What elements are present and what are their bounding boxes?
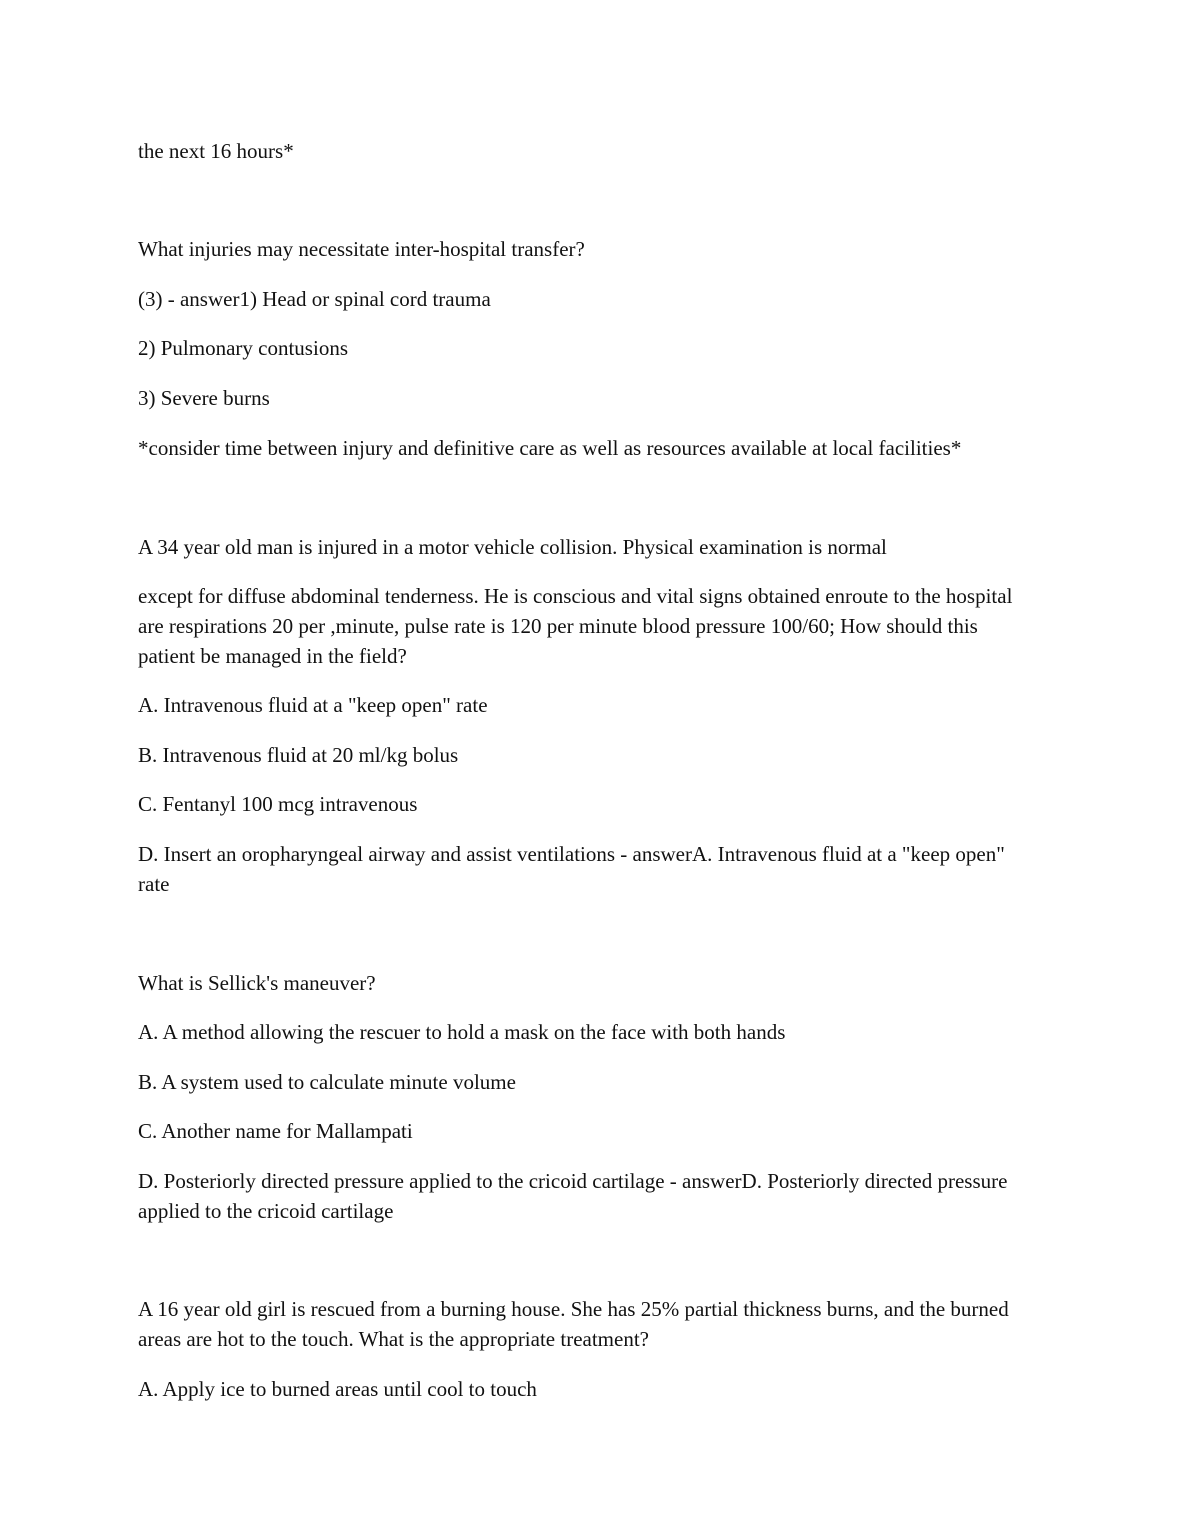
question-heading: A 34 year old man is injured in a motor vehicle collision. Physical examination is normal (138, 535, 887, 559)
question-heading: What is Sellick's maneuver? (138, 971, 376, 995)
option-item: B. A system used to calculate minute volume (138, 1070, 516, 1094)
option-item: A. Intravenous fluid at a "keep open" rate (138, 693, 488, 717)
question-heading: A 16 year old girl is rescued from a burning house. She has 25% partial thickness burns, and the burned areas are hot to the touch. What is the appropriate treatment? (138, 1297, 1009, 1351)
answer-item: (3) - answer1) Head or spinal cord trauma (138, 287, 491, 311)
paragraph-continuation: the next 16 hours* (138, 139, 294, 163)
option-item: C. Fentanyl 100 mcg intravenous (138, 792, 418, 816)
question-body: except for diffuse abdominal tenderness. He is conscious and vital signs obtained enroute to the hospital are respirations 20 per ,minute, pulse rate is 120 per minute blood pressure 100/60; How should this patient be managed in the field? (138, 584, 1013, 668)
answer-item: 2) Pulmonary contusions (138, 336, 348, 360)
note-text: *consider time between injury and definitive care as well as resources available at local facilities* (138, 436, 962, 460)
option-item: A. Apply ice to burned areas until cool to touch (138, 1377, 537, 1401)
question-heading: What injuries may necessitate inter-hospital transfer? (138, 237, 585, 261)
option-item: C. Another name for Mallampati (138, 1119, 413, 1143)
option-item: B. Intravenous fluid at 20 ml/kg bolus (138, 743, 459, 767)
answer-item: 3) Severe burns (138, 386, 270, 410)
option-item: A. A method allowing the rescuer to hold a mask on the face with both hands (138, 1020, 786, 1044)
option-item-with-answer: D. Insert an oropharyngeal airway and assist ventilations - answerA. Intravenous fluid at a "keep open" rate (138, 842, 1005, 896)
option-item-with-answer: D. Posteriorly directed pressure applied to the cricoid cartilage - answerD. Posteriorly directed pressure applied to the cricoid cartilage (138, 1169, 1008, 1223)
